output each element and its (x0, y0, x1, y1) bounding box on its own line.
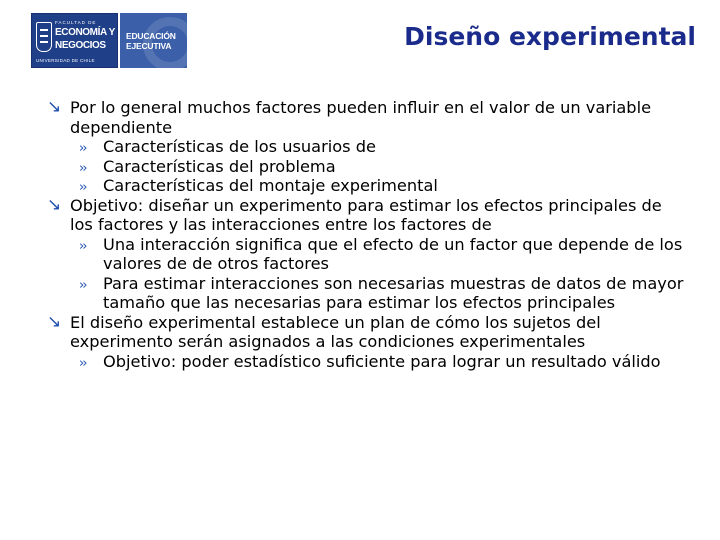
logo-line-2: NEGOCIOS (55, 40, 106, 51)
sub-bullet-text: Para estimar interacciones son necesarias muestras de datos de mayor tamaño que las necesarias para estimar los efectos principales (103, 273, 684, 312)
bullet-text: El diseño experimental establece un plan de cómo los sujetos del experimento serán asignados a las condiciones experimentales (70, 312, 601, 351)
bullet-objective (47, 196, 687, 235)
bullet-text: Objetivo: diseñar un experimento para estimar los efectos principales de los factores y las interacciones entre los factores de (70, 195, 662, 234)
logo-line-1: ECONOMÍA Y (55, 27, 115, 38)
sub-bullet-text: Características del problema (103, 156, 336, 176)
logo-faculty-panel (31, 13, 118, 68)
sub-bullet-chevron-icon: ›› (79, 141, 86, 156)
bullet-text: Por lo general muchos factores pueden influir en el valor de un variable dependiente (70, 98, 652, 137)
sub-bullet (47, 137, 687, 157)
logo-executive-line-2: EJECUTIVA (126, 41, 172, 51)
sub-bullet-chevron-icon: ›› (79, 180, 86, 195)
bullet-arrow-icon: ↘ (47, 97, 62, 117)
logo-executive-line-1: EDUCACIÓN (126, 31, 176, 41)
sub-bullet (47, 274, 687, 313)
sub-bullet-text: Una interacción significa que el efecto de un factor que depende de los valores de de otros factores (103, 234, 683, 273)
bullet-design-plan (47, 313, 687, 352)
logo-university: UNIVERSIDAD DE CHILE (36, 58, 95, 63)
bullet-arrow-icon: ↘ (47, 194, 62, 215)
bullet-factors (47, 98, 687, 137)
sub-bullet (47, 352, 687, 372)
crest-icon (36, 22, 52, 52)
sub-bullet (47, 176, 687, 196)
slide-content (47, 98, 687, 371)
sub-bullet-chevron-icon: ›› (79, 238, 86, 254)
sub-bullet (47, 157, 687, 177)
logo-tagline: FACULTAD DE (55, 20, 97, 25)
sub-bullet (47, 235, 687, 274)
sub-bullet-chevron-icon: ›› (79, 277, 86, 293)
bullet-arrow-icon: ↘ (47, 311, 62, 332)
sub-bullet-text: Características del montaje experimental (103, 176, 438, 195)
sub-bullet-text: Características de los usuarios de (103, 137, 376, 156)
slide-title: Diseño experimental (404, 22, 696, 51)
logo-executive-panel (120, 13, 187, 68)
university-logo (31, 13, 187, 68)
sub-bullet-chevron-icon: ›› (79, 160, 86, 176)
sub-bullet-text: Objetivo: poder estadístico suficiente para lograr un resultado válido (103, 351, 661, 371)
sub-bullet-chevron-icon: ›› (79, 355, 86, 371)
